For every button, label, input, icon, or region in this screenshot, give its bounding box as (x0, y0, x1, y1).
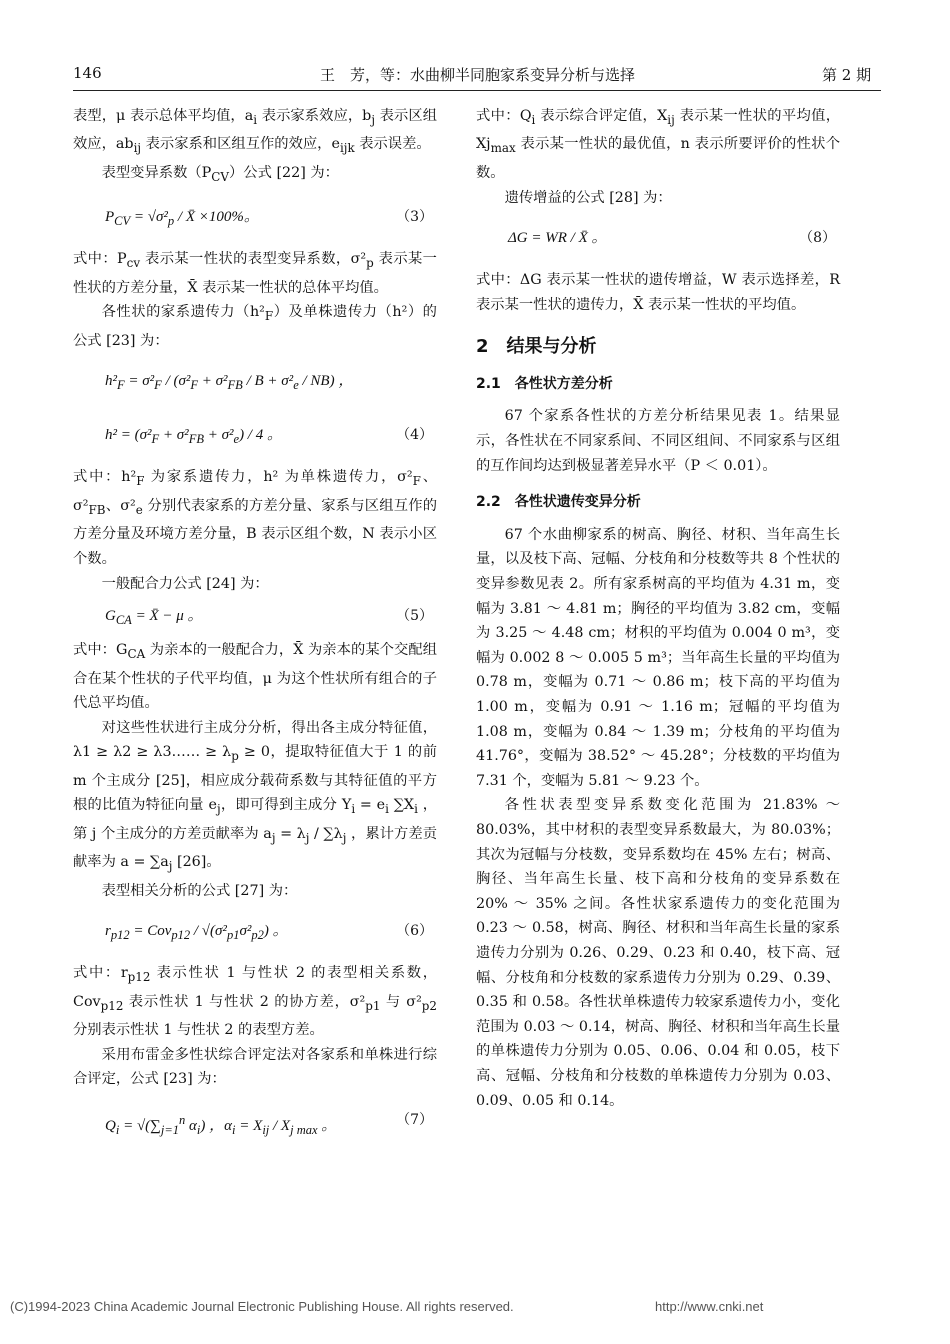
equation-6: $r_{p12} = Cov_{p12} / √(\sigma^2_{p1}\sigma^2_{p2})$ 。 （6） (105, 923, 433, 943)
page-number: 146 (73, 64, 102, 82)
subsection-heading: 2.2 各性状遗传变异分析 (476, 494, 641, 511)
para: 采用布雷金多性状综合评定法对各家系和单株进行综合评定，公式 [23] 为： (73, 1046, 437, 1088)
subsection-heading: 2.1 各性状方差分析 (476, 375, 613, 392)
para: 各性状表型变异系数变化范围为 21.83% ～ 80.03%，其中材积的表型变异系数最大，为 80.03%；其次为冠幅与分枝数，变异系数均在 45% 左右；树高、胸径、当年高生长量、枝下高和分枝角的变异系数在 20% ～ 35% 之间。各性状家系遗传力的变化范围为 0.23 ～ 0.58，树高、胸径、材积和当年高生长量的家系遗传力分别为 0.26、0.29、0.23 和 0.40，枝下高、冠幅、分枝角和分枝数的家系遗传力分别为 0.29、0.39、0.35 和 0.58。各性状单株遗传力较家系遗传力小，变化范围为 0.03 ～ 0.14，树高、胸径、材积和当年高生长量的单株遗传力分别为 0.05、0.06、0.04 和 0.05，枝下高、冠幅、分枝角和分枝数的单株遗传力分别为 0.03、0.09、0.05 和 0.14。 (476, 797, 840, 1109)
para: 式中：$h^2_F$ 为家系遗传力，h² 为单株遗传力，$\sigma^2_F$、$\sigma^2_{FB}$、$\sigma^2_e$ 分别代表家系的方差分量、家系与区组互作的方差分量及环境方差分量，B 表示区组个数，N 表示小区个数。 (73, 469, 437, 567)
para: 表型，μ 表示总体平均值，$a_i$ 表示家系效应，$b_j$ 表示区组效应，$ab_{ij}$ 表示家系和区组互作的效应，$e_{ijk}$ 表示误差。 (73, 108, 438, 156)
equation-5: $G_{CA}$ = X̄ − μ 。 （5） (105, 608, 433, 628)
para: 67 个水曲柳家系的树高、胸径、材积、当年高生长量，以及枝下高、冠幅、分枝角和分枝数等共 8 个性状的变异参数见表 2。所有家系树高的平均值为 4.31 m，变幅为 3.81 ～ 4.81 m；胸径的平均值为 3.82 cm，变幅为 3.25 ～ 4.48 cm；材积的平均值为 0.004 0 m³，变幅为 0.002 8 ～ 0.005 5 m³；当年高生长量的平均值为 0.78 m，变幅为 0.71 ～ 0.86 m；枝下高的平均值为 1.00 m，变幅为 0.91 ～ 1.16 m；冠幅的平均值为 1.08 m，变幅为 0.84 ～ 1.39 m；分枝角的平均值为 41.76°，变幅为 38.52° ～ 45.28°；分枝数的平均值为 7.31 个，变幅为 5.81 ～ 9.23 个。 (476, 526, 840, 789)
para: 式中：$r_{p12}$ 表示性状 1 与性状 2 的表型相关系数，Cov$_{p12}$ 表示性状 1 与性状 2 的协方差，$\sigma^2_{p1}$ 与 $\sigma^2_{p2}$ 分别表示性状 1 与性状 2 的表型方差。 (73, 965, 437, 1039)
para: 67 个家系各性状的方差分析结果见表 1。结果显示，各性状在不同家系间、不同区组间、不同家系与区组的互作间均达到极显著差异水平（P ＜ 0.01）。 (476, 408, 840, 474)
header-rule (73, 90, 881, 91)
equation-4a: $h^2_F = \sigma^2_F / (\sigma^2_F + \sigma^2_{FB} / B + \sigma^2_e / NB)$ ， (105, 373, 354, 393)
equation-3: $P_{CV} = √\sigma^2_p$ / X̄ ×100%。 （3） (105, 209, 433, 229)
equation-4b: $h^2 = (\sigma^2_F + \sigma^2_{FB} + \sigma^2_e) / 4$ 。 （4） (105, 427, 433, 447)
para: 一般配合力公式 [24] 为： (101, 575, 269, 592)
para: 各性状的家系遗传力$(h^2_F)$及单株遗传力（h²）的公式 [23] 为： (73, 304, 437, 349)
para: 式中：$G_{CA}$ 为亲本的一般配合力，X̄ 为亲本的某个交配组合在某个性状的子代平均值，μ 为这个性状所有组合的子代总平均值。 (73, 642, 438, 712)
para: 式中：$Q_i$ 表示综合评定值，$X_{ij}$ 表示某一性状的平均值，$Xj_{max}$ 表示某一性状的最优值，n 表示所要评价的性状个数。 (476, 108, 840, 181)
para: 表型变异系数$(P_{CV})$公式 [22] 为： (101, 164, 339, 184)
section-heading: 2 结果与分析 (476, 336, 597, 358)
copyright-footer: (C)1994-2023 China Academic Journal Electronic Publishing House. All rights reserved. (10, 1299, 514, 1314)
issue-label: 第 2 期 (822, 66, 872, 84)
para: 表型相关分析的公式 [27] 为： (101, 882, 298, 899)
equation-8: ΔG = WR / X̄ 。 （8） (508, 230, 836, 247)
right-column (476, 104, 840, 1113)
footer-url: http://www.cnki.net (655, 1299, 764, 1314)
running-title: 王 芳，等：水曲柳半同胞家系变异分析与选择 (320, 66, 636, 84)
para: 遗传增益的公式 [28] 为： (504, 189, 672, 206)
para: 式中：ΔG 表示某一性状的遗传增益，W 表示选择差，R 表示某一性状的遗传力，X̄ 表示某一性状的平均值。 (476, 272, 840, 313)
equation-7: $Q_i = √(\sum_{j=1}^n$ $\alpha_i$) ，$\alpha_i = X_{ij} / X_{j max}$ 。 （7） (105, 1112, 433, 1138)
para: 对这些性状进行主成分分析，得出各主成分特征值，λ1 ≥ λ2 ≥ λ3…… ≥ $\lambda_p \ge 0$，提取特征值大于 1 的前 m 个主成分 [25]，相应成分载荷系数与其特征值的平方根的比值为特征向量 $e_j$，即可得到主成分 $Y_i = e_i$ $\sum X_i$ ，第 j 个主成分的方差贡献率为 $a_j = \lambda_j / \sum\lambda_j$ ，累计方差贡献率为 $a = \sum a_j$ [26]。 (73, 719, 438, 874)
para: 式中：$P_{cv}$ 表示某一性状的表型变异系数，$\sigma^2_p$ 表示某一性状的方差分量，X̄ 表示某一性状的总体平均值。 (73, 251, 437, 296)
left-column (73, 104, 437, 1150)
